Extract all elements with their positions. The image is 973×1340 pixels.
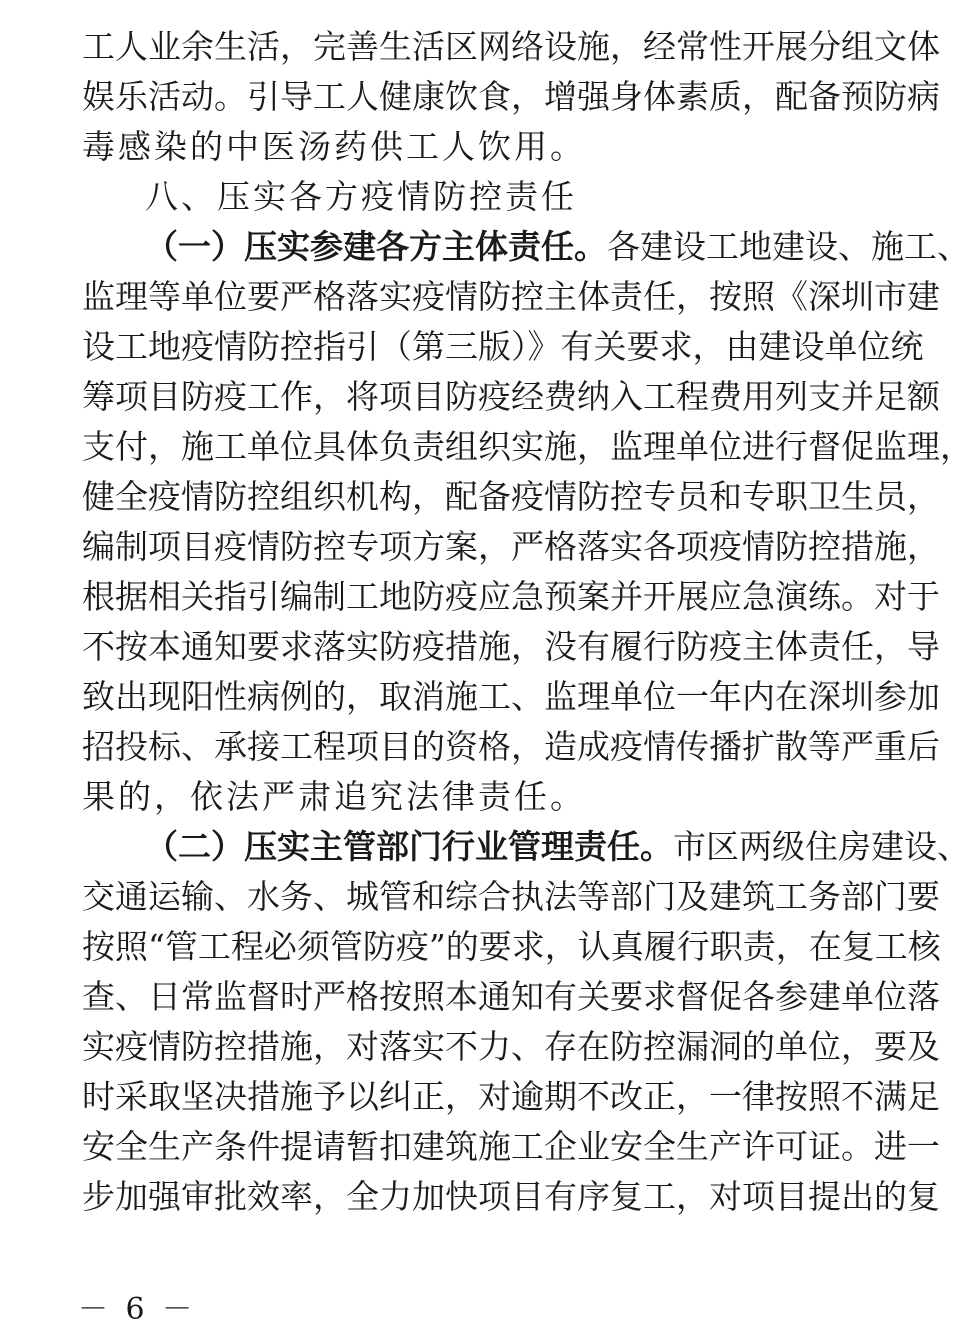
- body-text-line: 时采取坚决措施予以纠正，对逾期不改正，一律按照不满足: [82, 1077, 940, 1116]
- page-number: － 6 －: [78, 1292, 197, 1327]
- body-text-run: 各建设工地建设、施工、: [607, 227, 970, 266]
- subsection-heading: （一）压实参建各方主体责任。: [145, 227, 607, 266]
- body-text-line: 致出现阳性病例的，取消施工、监理单位一年内在深圳参加: [82, 677, 940, 716]
- body-text-line: 娱乐活动。引导工人健康饮食，增强身体素质，配备预防病: [82, 77, 940, 116]
- body-text-line: 筹项目防疫工作，将项目防疫经费纳入工程费用列支并足额: [82, 377, 940, 416]
- body-text-line: 工人业余生活，完善生活区网络设施，经常性开展分组文体: [82, 27, 940, 66]
- body-text-line: 设工地疫情防控指引（第三版）》有关要求，由建设单位统: [82, 327, 924, 366]
- body-text-line: 按照“管工程必须管防疫”的要求，认真履行职责，在复工核: [82, 927, 941, 966]
- body-text-run: 市区两级住房建设、: [673, 827, 970, 866]
- body-text-line: 不按本通知要求落实防疫措施，没有履行防疫主体责任，导: [82, 627, 940, 666]
- body-text-line: 交通运输、水务、城管和综合执法等部门及建筑工务部门要: [82, 877, 940, 916]
- body-text-line: 健全疫情防控组织机构，配备疫情防控专员和专职卫生员，: [82, 477, 940, 516]
- body-text-line: 安全生产条件提请暂扣建筑施工企业安全生产许可证。进一: [82, 1127, 940, 1166]
- body-text-line: 毒感染的中医汤药供工人饮用。: [82, 127, 586, 166]
- body-text-line: 监理等单位要严格落实疫情防控主体责任，按照《深圳市建: [82, 277, 940, 316]
- body-text-line: 招投标、承接工程项目的资格，造成疫情传播扩散等严重后: [82, 727, 940, 766]
- subsection-heading: （二）压实主管部门行业管理责任。: [145, 827, 673, 866]
- body-text-line: 编制项目疫情防控专项方案，严格落实各项疫情防控措施，: [82, 527, 940, 566]
- body-text-line: 查、日常监督时严格按照本通知有关要求督促各参建单位落: [82, 977, 940, 1016]
- subsection-paragraph-start: [145, 222, 970, 272]
- body-text-line: 实疫情防控措施，对落实不力、存在防控漏洞的单位，要及: [82, 1027, 940, 1066]
- subsection-paragraph-start: [145, 822, 970, 872]
- section-heading: 八、压实各方疫情防控责任: [145, 177, 577, 216]
- body-text-line: 果的，依法严肃追究法律责任。: [82, 777, 586, 816]
- body-text-line: 根据相关指引编制工地防疫应急预案并开展应急演练。对于: [82, 577, 940, 616]
- body-text-line: 步加强审批效率，全力加快项目有序复工，对项目提出的复: [82, 1177, 940, 1216]
- body-text-line: 支付，施工单位具体负责组织实施，监理单位进行督促监理，: [82, 427, 973, 466]
